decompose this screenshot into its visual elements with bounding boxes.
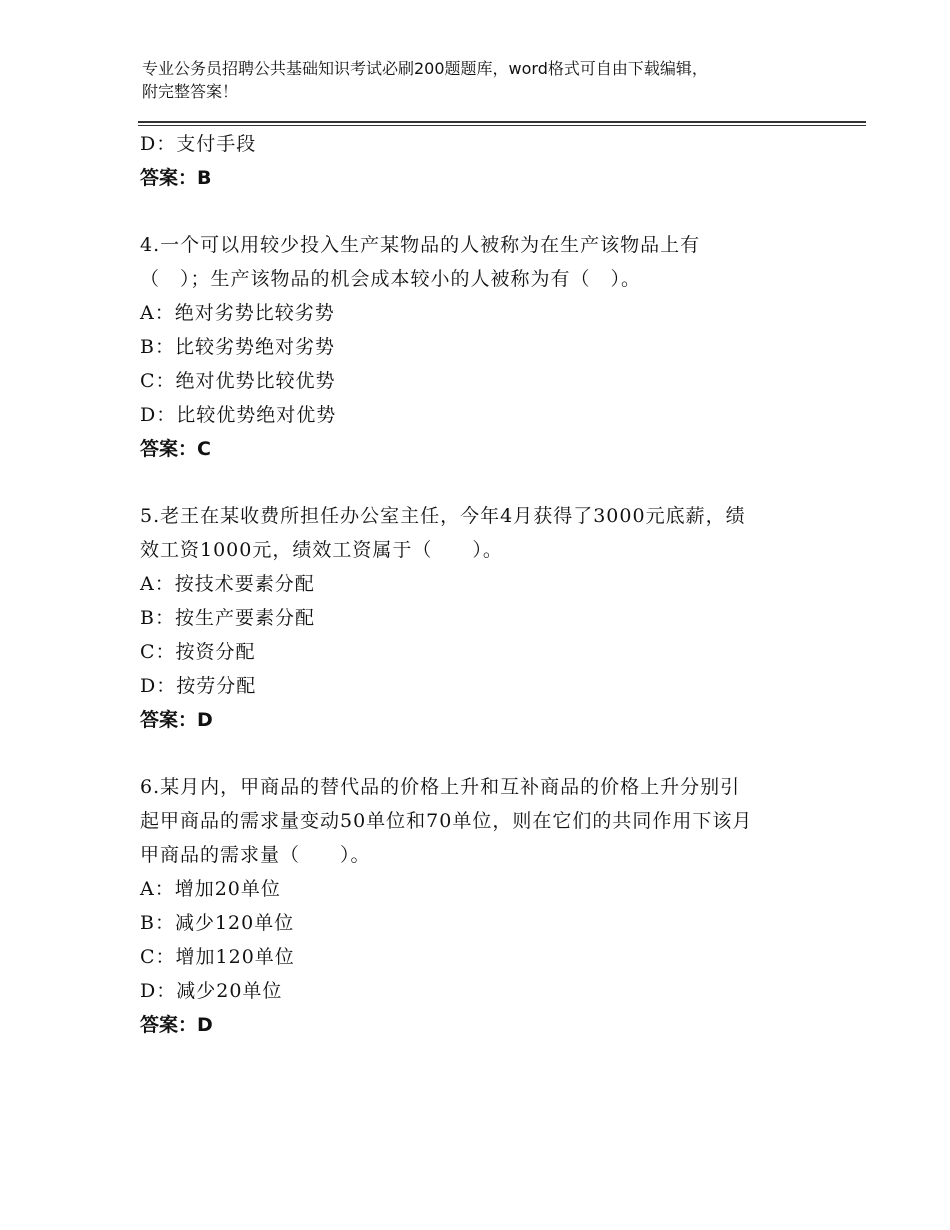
question-list xyxy=(140,127,820,1042)
document-header xyxy=(142,57,842,103)
spacer xyxy=(140,466,820,499)
spacer xyxy=(140,195,820,228)
option-a: A：按技术要素分配 xyxy=(140,573,315,595)
question-stem-line: 5.老王在某收费所担任办公室主任，今年4月获得了3000元底薪，绩 xyxy=(140,505,746,527)
option-c: C：增加120单位 xyxy=(140,946,295,968)
question-stem-line: 6.某月内，甲商品的替代品的价格上升和互补商品的价格上升分别引 xyxy=(140,776,741,798)
option-c: C：按资分配 xyxy=(140,641,256,663)
answer-label: 答案：C xyxy=(140,438,211,460)
option-a: A：绝对劣势比较劣势 xyxy=(140,302,335,324)
question-stem-line: （ ）；生产该物品的机会成本较小的人被称为有（ ）。 xyxy=(140,268,642,290)
question-stem-line: 甲商品的需求量（ ）。 xyxy=(140,844,371,866)
header-line-2: 附完整答案！ xyxy=(142,82,239,101)
answer-label: 答案：D xyxy=(140,1014,213,1036)
option-a: A：增加20单位 xyxy=(140,878,281,900)
header-divider-thin xyxy=(138,125,866,126)
option-d: D：减少20单位 xyxy=(140,980,283,1002)
question-block-4 xyxy=(140,228,820,466)
question-stem-line: 效工资1000元，绩效工资属于（ ）。 xyxy=(140,539,503,561)
option-d: D：比较优势绝对优势 xyxy=(140,404,337,426)
question-block-6 xyxy=(140,770,820,1042)
question-block-5 xyxy=(140,499,820,737)
option-b: B：减少120单位 xyxy=(140,912,295,934)
option-b: B：比较劣势绝对劣势 xyxy=(140,336,335,358)
question-stem-line: 起甲商品的需求量变动50单位和70单位，则在它们的共同作用下该月 xyxy=(140,810,753,832)
option-b: B：按生产要素分配 xyxy=(140,607,315,629)
spacer xyxy=(140,737,820,770)
answer-label: 答案：D xyxy=(140,709,213,731)
answer-label: 答案：B xyxy=(140,167,212,189)
header-line-1: 专业公务员招聘公共基础知识考试必刷200题题库，word格式可自由下载编辑， xyxy=(142,59,708,78)
question-block-3 xyxy=(140,127,820,195)
header-divider-thick xyxy=(138,121,866,123)
question-stem-line: 4.一个可以用较少投入生产某物品的人被称为在生产该物品上有 xyxy=(140,234,701,256)
option-d: D：按劳分配 xyxy=(140,675,257,697)
option-d: D：支付手段 xyxy=(140,133,257,155)
option-c: C：绝对优势比较优势 xyxy=(140,370,336,392)
